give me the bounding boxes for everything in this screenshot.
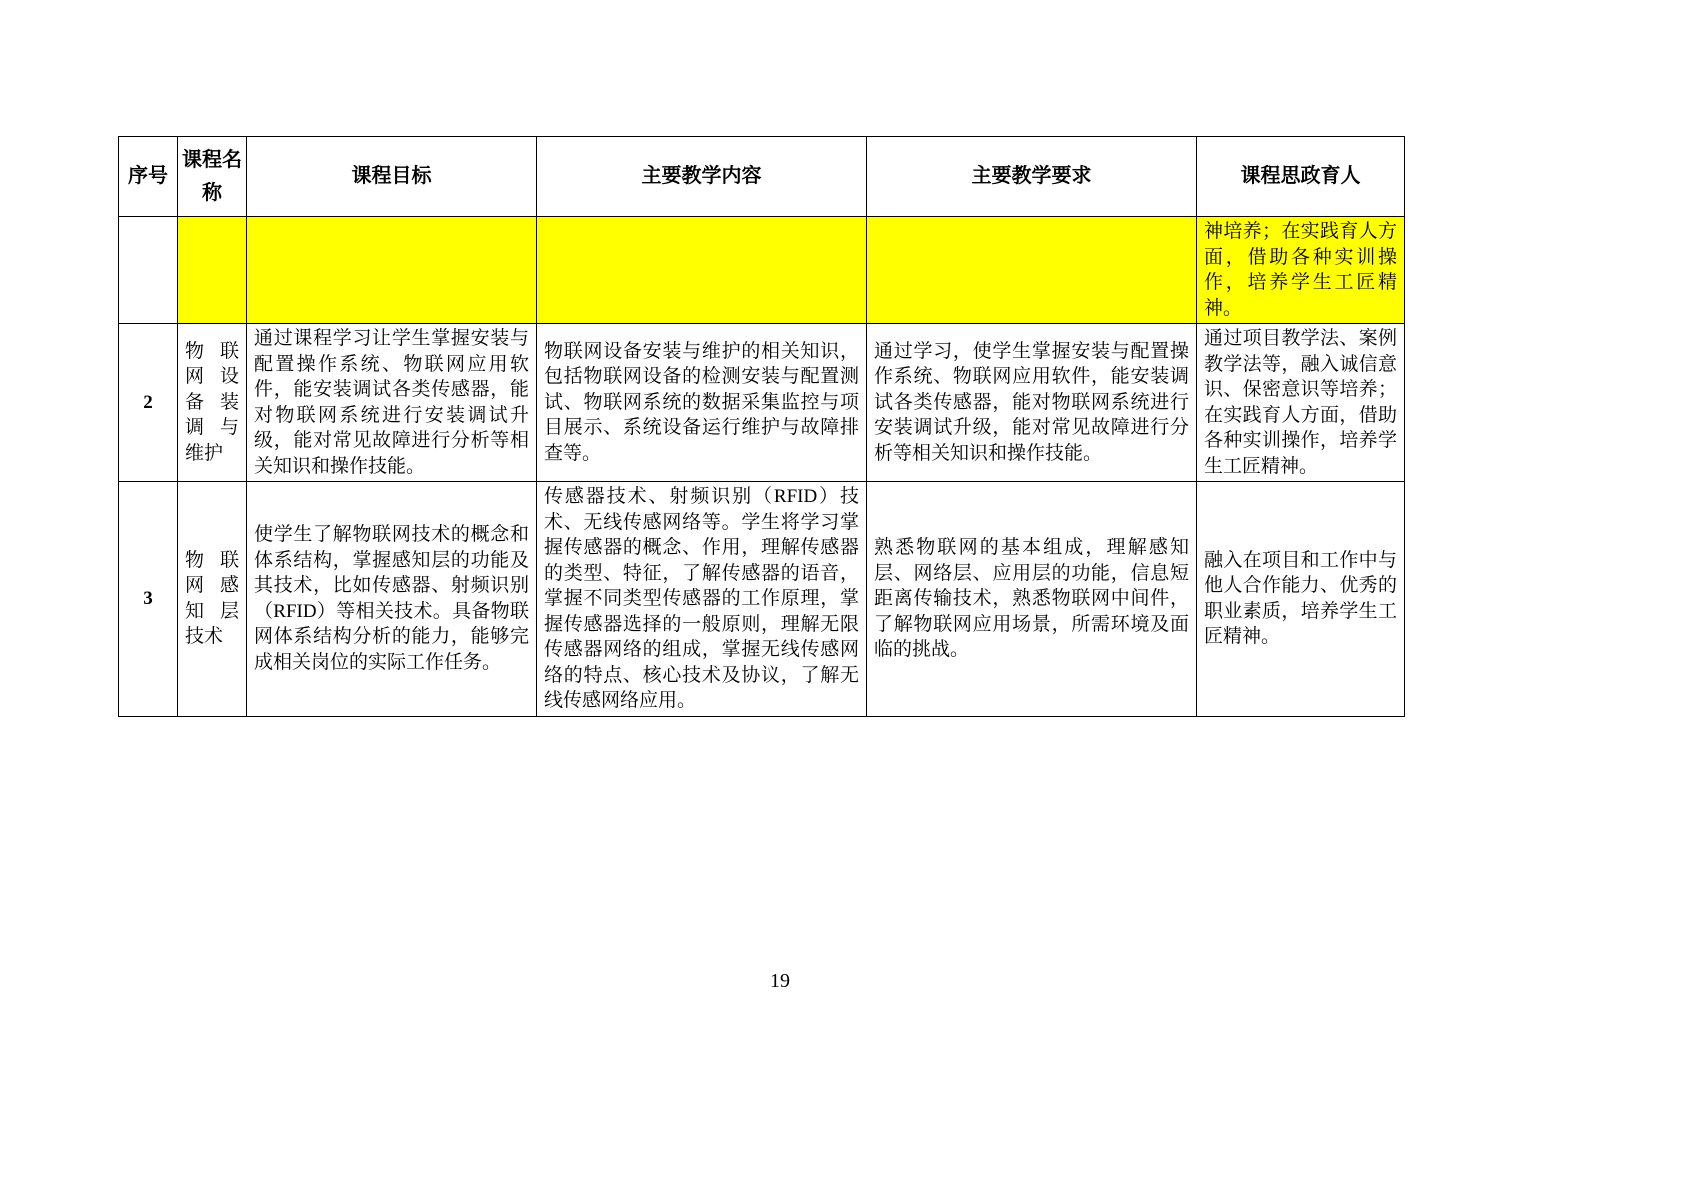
carryover-index-cell	[119, 217, 178, 324]
carryover-ideology-cell: 神培养；在实践育人方面，借助各种实训操作，培养学生工匠精神。	[1197, 217, 1405, 324]
header-course-name: 课程名称	[178, 137, 247, 217]
content-cell: 物联网设备安装与维护的相关知识，包括物联网设备的检测安装与配置测试、物联网系统的数据采集监控与项目展示、系统设备运行维护与故障排查等。	[537, 324, 867, 482]
row-index: 2	[119, 324, 178, 482]
requirements-cell: 熟悉物联网的基本组成，理解感知层、网络层、应用层的功能，信息短距离传输技术，熟悉物联网中间件，了解物联网应用场景，所需环境及面临的挑战。	[867, 482, 1197, 717]
page-number: 19	[770, 970, 790, 992]
ideology-cell: 融入在项目和工作中与他人合作能力、优秀的职业素质，培养学生工匠精神。	[1197, 482, 1405, 717]
carryover-objectives-cell	[247, 217, 537, 324]
content-cell: 传感器技术、射频识别（RFID）技术、无线传感网络等。学生将学习掌握传感器的概念、作用，理解传感器的类型、特征，了解传感器的语音，掌握不同类型传感器的工作原理，掌握传感器选择的一般原则，理解无限传感器网络的组成，掌握无线传感网络的特点、核心技术及协议，了解无线传感网络应用。	[537, 482, 867, 717]
table-row	[119, 482, 1405, 717]
carryover-content-cell	[537, 217, 867, 324]
carryover-requirements-cell	[867, 217, 1197, 324]
header-index: 序号	[119, 137, 178, 217]
header-ideology: 课程思政育人	[1197, 137, 1405, 217]
carryover-course-name-cell	[178, 217, 247, 324]
header-row	[119, 137, 1405, 217]
objectives-cell: 通过课程学习让学生掌握安装与配置操作系统、物联网应用软件，能安装调试各类传感器，能对物联网系统进行安装调试升级，能对常见故障进行分析等相关知识和操作技能。	[247, 324, 537, 482]
requirements-cell: 通过学习，使学生掌握安装与配置操作系统、物联网应用软件，能安装调试各类传感器，能对物联网系统进行安装调试升级，能对常见故障进行分析等相关知识和操作技能。	[867, 324, 1197, 482]
header-requirements: 主要教学要求	[867, 137, 1197, 217]
carryover-highlight-row	[119, 217, 1405, 324]
course-table	[118, 136, 1405, 717]
objectives-cell: 使学生了解物联网技术的概念和体系结构，掌握感知层的功能及其技术，比如传感器、射频识别（RFID）等相关技术。具备物联网体系结构分析的能力，能够完成相关岗位的实际工作任务。	[247, 482, 537, 717]
course-name-cell: 物联网感知层技术	[178, 482, 247, 717]
table-row	[119, 324, 1405, 482]
header-objectives: 课程目标	[247, 137, 537, 217]
ideology-cell: 通过项目教学法、案例教学法等，融入诚信意识、保密意识等培养；在实践育人方面，借助各种实训操作，培养学生工匠精神。	[1197, 324, 1405, 482]
row-index: 3	[119, 482, 178, 717]
course-name-cell: 物联网设备装调与维护	[178, 324, 247, 482]
header-content: 主要教学内容	[537, 137, 867, 217]
